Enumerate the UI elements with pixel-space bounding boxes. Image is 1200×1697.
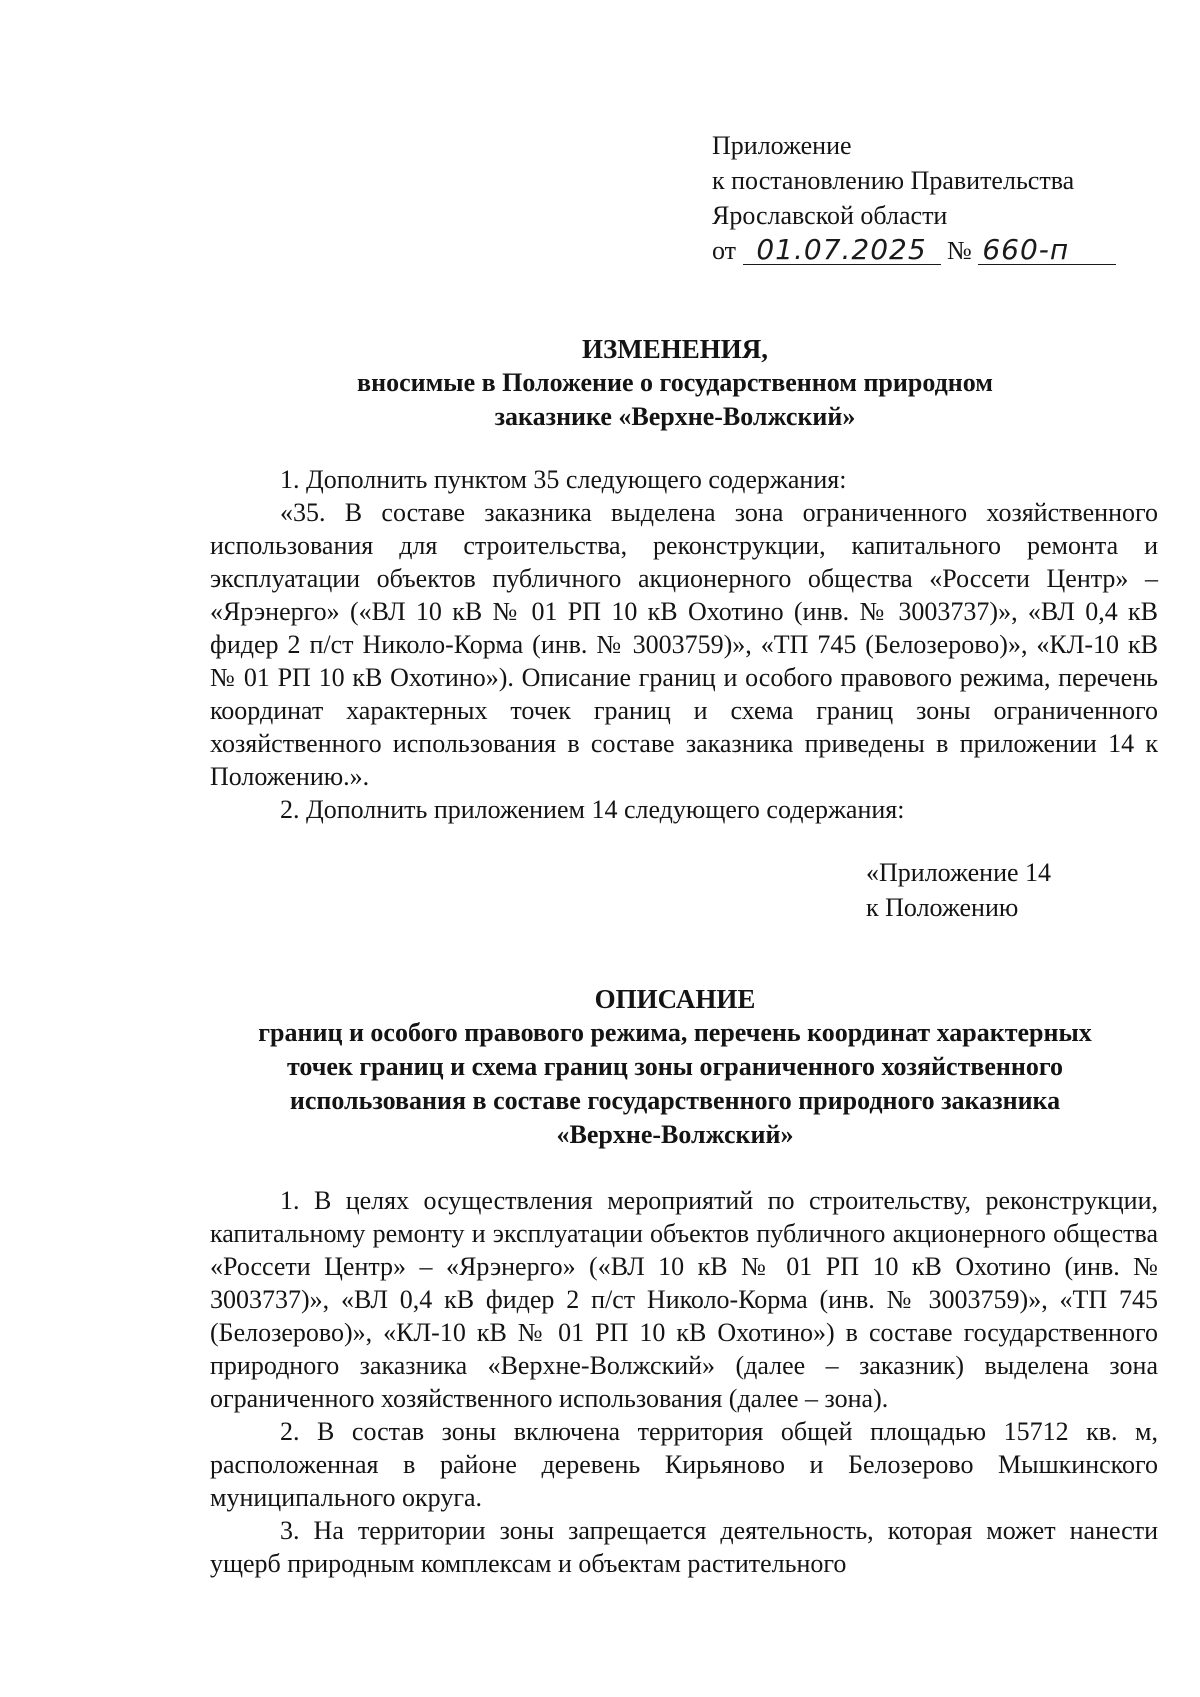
description-title-main: ОПИСАНИЕ [594,984,756,1014]
appendix-header-line3: Ярославской области [712,201,948,230]
changes-title-line2: вносимые в Положение о государственном природном [357,368,993,397]
appendix-14-line2: к Положению [866,893,1019,922]
appendix-header-line2: к постановлению Правительства [712,166,1075,195]
description-title-line4: использования в составе государственного природного заказника [289,1086,1061,1115]
changes-title-main: ИЗМЕНЕНИЯ, [581,334,768,364]
changes-body [210,463,1158,826]
description-title-line5: «Верхне-Волжский» [556,1120,794,1149]
date-prefix: от [712,236,737,265]
description-title-line2: границ и особого правового режима, перечень координат характерных [258,1018,1092,1047]
changes-paragraph-3: 2. Дополнить приложением 14 следующего содержания: [280,795,905,824]
changes-title-line3: заказнике «Верхне-Волжский» [494,402,856,431]
number-sign: № [947,236,972,265]
appendix-header-line1: Приложение [712,131,852,160]
appendix-14-line1: «Приложение 14 [866,858,1052,887]
description-paragraph-2: 2. В состав зоны включена территория общей площадью 15712 кв. м, расположенная в районе деревень Кирьяново и Белозерово Мышкинского муниципального округа. [210,1417,1158,1512]
handwritten-date: 01.07.2025 [743,236,941,265]
description-paragraph-1: 1. В целях осуществления мероприятий по строительству, реконструкции, капитальному ремонту и эксплуатации объектов публичного акционерного общества «Россети Центр» – «Ярэнерго» («ВЛ 10 кВ № 01 РП 10 кВ Охотино (инв. № 3003737)», «ВЛ 0,4 кВ фидер 2 п/ст Николо-Корма (инв. № 3003759)», «ТП 745 (Белозерово)», «КЛ-10 кВ № 01 РП 10 кВ Охотино») в составе государственного природного заказника «Верхне-Волжский» (далее – заказник) выделена зона ограниченного хозяйственного использования (далее – зона). [210,1186,1158,1413]
appendix-header-date-line [712,233,1116,268]
changes-paragraph-1: 1. Дополнить пунктом 35 следующего содержания: [280,465,847,494]
handwritten-number: 660-п [978,236,1116,265]
description-body [210,1184,1158,1580]
description-title [210,982,1140,1152]
description-title-line3: точек границ и схема границ зоны ограниченного хозяйственного [286,1052,1064,1081]
appendix-14-header [866,855,1051,925]
appendix-header [712,128,1116,268]
changes-paragraph-2: «35. В составе заказника выделена зона ограниченного хозяйственного использования для строительства, реконструкции, капитального ремонта и эксплуатации объектов публичного акционерного общества «Россети Центр» – «Ярэнерго» («ВЛ 10 кВ № 01 РП 10 кВ Охотино (инв. № 3003737)», «ВЛ 0,4 кВ фидер 2 п/ст Николо-Корма (инв. № 3003759)», «ТП 745 (Белозерово)», «КЛ-10 кВ № 01 РП 10 кВ Охотино»). Описание границ и особого правового режима, перечень координат характерных точек границ и схема границ зоны ограниченного хозяйственного использования в составе заказника приведены в приложении 14 к Положению.». [210,498,1158,791]
description-paragraph-3: 3. На территории зоны запрещается деятельность, которая может нанести ущерб природным комплексам и объектам растительного [210,1516,1158,1578]
changes-title [210,332,1140,434]
